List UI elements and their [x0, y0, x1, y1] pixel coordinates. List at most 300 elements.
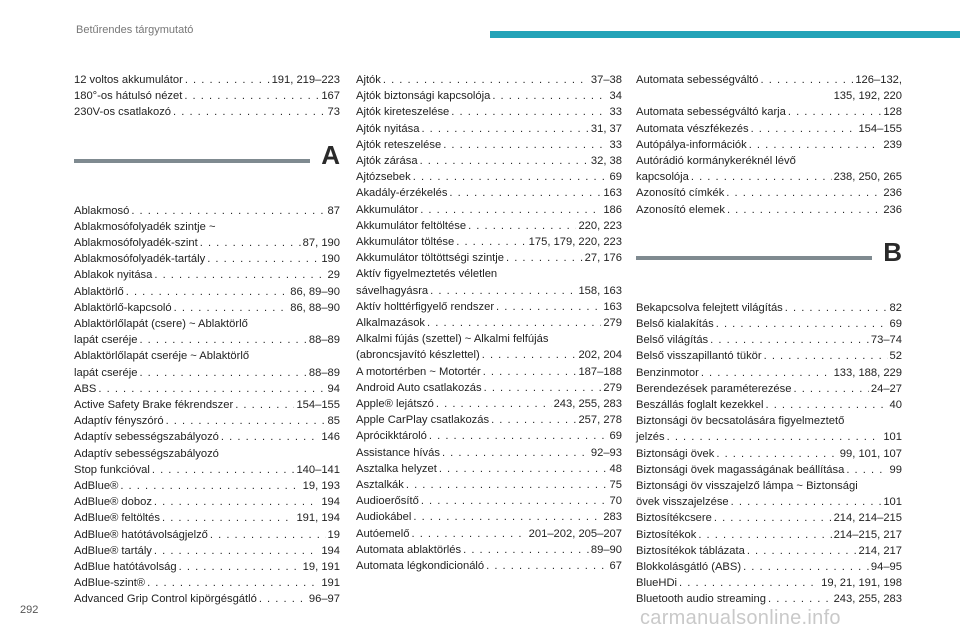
dot-leader: [184, 88, 319, 104]
index-entry: [636, 527, 902, 543]
dot-leader: [701, 365, 832, 381]
dot-leader: [139, 365, 306, 381]
entry-label: Azonosító címkék: [636, 187, 725, 200]
index-entry: [74, 332, 340, 348]
index-entry: [356, 137, 622, 153]
entry-label: Belső világítás: [636, 334, 709, 347]
dot-leader: [166, 413, 326, 429]
entry-label: Beszállás foglalt kezekkel: [636, 399, 764, 412]
section-letter: A: [321, 139, 340, 170]
index-entry: [356, 153, 622, 169]
entry-pages: 94–95: [870, 561, 902, 574]
dot-leader: [154, 267, 325, 283]
entry-pages: 24–27: [870, 382, 902, 395]
entry-label: Bekapcsolva felejtett világítás: [636, 301, 783, 314]
entry-label: AdBlue® tartály: [74, 544, 152, 557]
entry-pages: 238, 250, 265: [833, 171, 902, 184]
dot-leader: [259, 591, 307, 607]
index-entry: [74, 575, 340, 591]
entry-label: Ajtók kireteszelése: [356, 106, 450, 119]
entry-label: Akkumulátor feltöltése: [356, 219, 467, 232]
entry-pages: 163: [603, 300, 622, 313]
index-group-b: [636, 300, 902, 608]
entry-pages: 194: [321, 496, 340, 509]
dot-leader: [420, 153, 589, 169]
index-entry: [636, 494, 902, 510]
entry-pages: 128: [883, 106, 902, 119]
page-header-title: Betűrendes tárgymutató: [76, 24, 194, 36]
entry-label: Ajtózsebek: [356, 171, 411, 184]
entry-pages: 158, 163: [578, 284, 622, 297]
entry-label: AdBlue® doboz: [74, 496, 152, 509]
dot-leader: [200, 235, 301, 251]
index-entry: [636, 121, 902, 137]
dot-leader: [430, 283, 576, 299]
entry-pages: 283: [603, 511, 622, 524]
entry-label: Belső visszapillantó tükör: [636, 350, 762, 363]
entry-pages: 99, 101, 107: [839, 447, 902, 460]
index-entry: [74, 104, 340, 120]
entry-label: Benzinmotor: [636, 366, 699, 379]
dot-leader: [463, 542, 589, 558]
index-entry: [636, 300, 902, 316]
index-entry: [636, 543, 902, 559]
entry-label: Berendezések paraméterezése: [636, 382, 792, 395]
dot-leader: [482, 347, 577, 363]
entry-pages: 92–93: [590, 446, 622, 459]
entry-pages: 154–155: [858, 122, 902, 135]
entry-label: Apple® lejátszó: [356, 398, 434, 411]
entry-label: Android Auto csatlakozás: [356, 381, 482, 394]
dot-leader: [691, 169, 832, 185]
entry-label: lapát cseréje: [74, 366, 138, 379]
dot-leader: [139, 332, 306, 348]
entry-label: Audiokábel: [356, 511, 412, 524]
entry-label: Assistance hívás: [356, 446, 440, 459]
dot-leader: [486, 558, 607, 574]
section-rule: [636, 256, 872, 260]
entry-label: Automata sebességváltó: [636, 74, 759, 86]
entry-pages: 163: [603, 187, 622, 200]
dot-leader: [383, 72, 589, 88]
section-divider-b: [636, 236, 902, 292]
entry-label: AdBlue hatótávolság: [74, 561, 177, 574]
index-entry: [636, 332, 902, 348]
dot-leader: [173, 104, 326, 120]
entry-label: AdBlue-szint®: [74, 577, 146, 590]
index-entry: [636, 559, 902, 575]
index-entry: [74, 527, 340, 543]
index-entry: [356, 477, 622, 493]
index-entry: [356, 299, 622, 315]
dot-leader: [667, 429, 882, 445]
watermark: carmanualsonline.info: [640, 607, 841, 629]
entry-pages: 257, 278: [578, 414, 622, 427]
entry-label: Autópálya-információk: [636, 138, 747, 151]
index-entry-line: Ablaktörlőlapát (csere) ~ Ablaktörlő: [74, 318, 248, 331]
entry-pages: 82: [889, 301, 902, 314]
dot-leader: [714, 510, 832, 526]
entry-pages: 186: [603, 203, 622, 216]
index-group-a-continued: [356, 72, 622, 574]
index-entry: [636, 575, 902, 591]
entry-label: Ablakmosófolyadék-tartály: [74, 253, 206, 266]
entry-pages: 87: [327, 204, 340, 217]
index-entry: [74, 365, 340, 381]
entry-pages: 236: [883, 203, 902, 216]
entry-label: AdBlue®: [74, 480, 119, 493]
dot-leader: [761, 72, 854, 88]
dot-leader: [785, 300, 888, 316]
entry-pages: 48: [609, 462, 622, 475]
dot-leader: [152, 462, 295, 478]
entry-label: Advanced Grip Control kipörgésgátló: [74, 593, 257, 606]
index-entry: [636, 72, 902, 88]
index-entry: [356, 88, 622, 104]
entry-pages: 201–202, 205–207: [528, 527, 622, 540]
section-divider-a: [74, 139, 340, 195]
entry-label: Stop funkcióval: [74, 463, 150, 476]
dot-leader: [716, 316, 888, 332]
index-entry: [356, 428, 622, 444]
entry-label: Autóemelő: [356, 527, 410, 540]
entry-pages: 191, 219–223: [271, 74, 340, 86]
entry-pages: 34: [609, 90, 622, 103]
index-entry: [356, 509, 622, 525]
dot-leader: [765, 397, 887, 413]
entry-label: Apple CarPlay csatlakozás: [356, 414, 490, 427]
dot-leader: [120, 478, 300, 494]
entry-label: Ablakok nyitása: [74, 269, 153, 282]
index-entry: [356, 542, 622, 558]
entry-label: Ajtók reteszelése: [356, 138, 442, 151]
dot-leader: [174, 300, 289, 316]
dot-leader: [679, 575, 819, 591]
index-entry: [74, 494, 340, 510]
dot-leader: [147, 575, 319, 591]
entry-pages: 140–141: [296, 463, 340, 476]
index-entry-line: Aktív figyelmeztetés véletlen: [356, 268, 498, 281]
header-accent-bar: [490, 31, 960, 38]
entry-label: Bluetooth audio streaming: [636, 593, 766, 606]
entry-pages: 101: [883, 496, 902, 509]
dot-leader: [154, 494, 319, 510]
dot-leader: [764, 348, 888, 364]
dot-leader: [439, 461, 608, 477]
index-entry: [356, 364, 622, 380]
dot-leader: [154, 543, 319, 559]
index-entry: [74, 510, 340, 526]
dot-leader: [421, 493, 608, 509]
entry-label: Akkumulátor töltése: [356, 236, 455, 249]
index-entry-line: Adaptív sebességszabályozó: [74, 447, 219, 460]
index-entry: [74, 429, 340, 445]
entry-pages: 167: [321, 90, 340, 103]
index-entry: [636, 104, 902, 120]
entry-pages: 19, 193: [302, 480, 340, 493]
index-entry: [356, 250, 622, 266]
entry-pages: 19: [327, 528, 340, 541]
entry-pages: 279: [603, 317, 622, 330]
dot-leader: [412, 526, 527, 542]
dot-leader: [726, 185, 881, 201]
entry-label: Ablakmosó: [74, 204, 130, 217]
section-letter: B: [883, 236, 902, 267]
entry-pages: 88–89: [308, 366, 340, 379]
entry-label: (abroncsjavító készlettel): [356, 349, 480, 362]
index-entry: [636, 429, 902, 445]
index-entry: [356, 445, 622, 461]
index-entry: [636, 397, 902, 413]
entry-label: Akkumulátor töltöttségi szintje: [356, 252, 504, 265]
index-group-a-end: [636, 72, 902, 218]
entry-pages: 73–74: [870, 334, 902, 347]
index-column-2: [356, 72, 622, 574]
index-entry: [356, 526, 622, 542]
entry-pages: 202, 204: [578, 349, 622, 362]
index-entry: [636, 446, 902, 462]
dot-leader: [442, 445, 589, 461]
dot-leader: [427, 315, 601, 331]
dot-leader: [492, 88, 607, 104]
entry-pages: 37–38: [590, 74, 622, 86]
index-entry: [74, 462, 340, 478]
entry-pages: 126–132,: [855, 74, 902, 86]
index-entry: [74, 413, 340, 429]
entry-label: BlueHDi: [636, 577, 678, 590]
index-entry: [356, 493, 622, 509]
index-entry: [356, 169, 622, 185]
entry-pages: 69: [609, 430, 622, 443]
index-group-a: [74, 203, 340, 608]
entry-pages: 96–97: [308, 593, 340, 606]
entry-label: Ablaktörlő: [74, 285, 124, 298]
entry-label: Automata légkondicionáló: [356, 560, 485, 573]
entry-label: kapcsolója: [636, 171, 689, 184]
section-rule: [74, 159, 310, 163]
dot-leader: [98, 381, 325, 397]
entry-pages: 146: [321, 431, 340, 444]
entry-label: Akkumulátor: [356, 203, 419, 216]
index-entry: [356, 412, 622, 428]
entry-label: Adaptív fényszóró: [74, 415, 164, 428]
index-entry: [74, 88, 340, 104]
entry-pages: 69: [889, 318, 902, 331]
entry-pages: 86, 89–90: [290, 285, 340, 298]
index-entry: [636, 591, 902, 607]
entry-pages: 220, 223: [578, 219, 622, 232]
entry-label: Ablakmosófolyadék-szint: [74, 237, 198, 250]
entry-label: Biztosítékok: [636, 528, 697, 541]
index-column-1: [74, 72, 340, 608]
dot-leader: [429, 428, 608, 444]
entry-pages: 133, 188, 229: [833, 366, 902, 379]
entry-label: Akadály-érzékelés: [356, 187, 448, 200]
entry-pages: 243, 255, 283: [553, 398, 622, 411]
entry-pages: 279: [603, 381, 622, 394]
entry-pages: 154–155: [296, 399, 340, 412]
entry-pages: 52: [889, 350, 902, 363]
entry-pages: 19, 21, 191, 198: [821, 577, 902, 590]
entry-label: Automata sebességváltó karja: [636, 106, 786, 119]
dot-leader: [710, 332, 869, 348]
entry-label: Belső kialakítás: [636, 318, 714, 331]
entry-pages: 239: [883, 138, 902, 151]
index-entry: [636, 202, 902, 218]
entry-pages: 214, 217: [858, 544, 902, 557]
dot-leader: [421, 121, 588, 137]
entry-label: Ajtók nyitása: [356, 122, 420, 135]
entry-label: Automata vészfékezés: [636, 122, 749, 135]
dot-leader: [491, 412, 576, 428]
index-entry: [356, 283, 622, 299]
dot-leader: [456, 234, 526, 250]
index-entry: [636, 381, 902, 397]
entry-pages: 29: [327, 269, 340, 282]
dot-leader: [484, 380, 602, 396]
entry-pages: 88–89: [308, 334, 340, 347]
dot-leader: [221, 429, 319, 445]
entry-label: sávelhagyásra: [356, 284, 429, 297]
entry-label: 180°-os hátulsó nézet: [74, 90, 183, 103]
dot-leader: [207, 251, 319, 267]
entry-pages: 33: [609, 138, 622, 151]
entry-pages: 191, 194: [296, 512, 340, 525]
index-entry: [636, 510, 902, 526]
dot-leader: [751, 121, 857, 137]
entry-pages: 191: [321, 577, 340, 590]
entry-pages: 194: [321, 544, 340, 557]
dot-leader: [727, 202, 881, 218]
dot-leader: [747, 543, 857, 559]
index-entry: [356, 347, 622, 363]
index-entry: [356, 202, 622, 218]
index-entry: [74, 559, 340, 575]
index-entry-line: Autórádió kormánykeréknél lévő: [636, 155, 796, 168]
dot-leader: [451, 104, 607, 120]
entry-label: Biztonsági övek magasságának beállítása: [636, 463, 845, 476]
entry-label: Automata ablaktörlés: [356, 543, 462, 556]
dot-leader: [468, 218, 576, 234]
index-entry: [74, 300, 340, 316]
dot-leader: [406, 477, 608, 493]
dot-leader: [716, 446, 837, 462]
index-entry: [74, 591, 340, 607]
entry-label: Ajtók biztonsági kapcsolója: [356, 90, 491, 103]
entry-pages: 243, 255, 283: [833, 593, 902, 606]
index-entry: [356, 380, 622, 396]
index-entry: [74, 543, 340, 559]
entry-label: Active Safety Brake fékrendszer: [74, 399, 234, 412]
index-entry: [356, 104, 622, 120]
index-entry: [356, 72, 622, 88]
entry-pages: 175, 179, 220, 223: [528, 236, 622, 249]
entry-label: Blokkolásgátló (ABS): [636, 561, 742, 574]
dot-leader: [185, 72, 270, 88]
entry-pages: 99: [889, 463, 902, 476]
entry-pages: 31, 37: [590, 122, 622, 135]
dot-leader: [449, 185, 601, 201]
page-number: 292: [20, 604, 39, 616]
index-column-3: [636, 72, 902, 608]
entry-pages: 94: [327, 382, 340, 395]
entry-label: Asztalkák: [356, 479, 404, 492]
entry-pages: 214, 214–215: [833, 512, 902, 525]
dot-leader: [793, 381, 868, 397]
entry-pages-continued: 135, 192, 220: [833, 90, 902, 103]
index-entry: [74, 203, 340, 219]
index-entry: [74, 72, 340, 88]
dot-leader: [768, 591, 832, 607]
entry-label: Biztosítékcsere: [636, 512, 712, 525]
dot-leader: [235, 397, 294, 413]
index-entry: [636, 316, 902, 332]
entry-label: Asztalka helyzet: [356, 462, 437, 475]
entry-pages: 69: [609, 171, 622, 184]
entry-pages: 40: [889, 399, 902, 412]
entry-label: Biztosítékok táblázata: [636, 544, 745, 557]
entry-pages: 67: [609, 560, 622, 573]
entry-label: Adaptív sebességszabályozó: [74, 431, 219, 444]
entry-pages: 236: [883, 187, 902, 200]
dot-leader: [131, 203, 325, 219]
index-entry: [636, 462, 902, 478]
index-entry: [356, 461, 622, 477]
entry-label: 230V-os csatlakozó: [74, 106, 172, 119]
dot-leader: [743, 559, 869, 575]
index-entry: [636, 185, 902, 201]
entry-pages: 190: [321, 253, 340, 266]
entry-label: Ablaktörlő-kapcsoló: [74, 301, 172, 314]
entry-label: Biztonsági övek: [636, 447, 715, 460]
entry-label: övek visszajelzése: [636, 496, 729, 509]
entry-pages: 27, 176: [584, 252, 622, 265]
index-entry: [636, 348, 902, 364]
entry-label: Audioerősítő: [356, 495, 419, 508]
dot-leader: [846, 462, 887, 478]
entry-pages: 73: [327, 106, 340, 119]
entry-label: Ajtók: [356, 74, 381, 86]
dot-leader: [162, 510, 294, 526]
index-entry-line: Ablakmosófolyadék szintje ~: [74, 220, 216, 233]
entry-pages: 70: [609, 495, 622, 508]
index-entry: [356, 218, 622, 234]
dot-leader: [496, 299, 601, 315]
entry-label: Aprócikktároló: [356, 430, 427, 443]
entry-label: Ajtók zárása: [356, 155, 418, 168]
entry-label: jelzés: [636, 431, 665, 444]
entry-label: Alkalmazások: [356, 317, 426, 330]
entry-label: Aktív holttérfigyelő rendszer: [356, 300, 495, 313]
entry-label: Azonosító elemek: [636, 203, 725, 216]
index-entry: [356, 121, 622, 137]
index-entry: [74, 284, 340, 300]
dot-leader: [698, 527, 831, 543]
index-entry: [356, 234, 622, 250]
index-entry: [74, 267, 340, 283]
index-entry: [74, 478, 340, 494]
entry-pages: 214–215, 217: [833, 528, 902, 541]
entry-label: lapát cseréje: [74, 334, 138, 347]
dot-leader: [413, 169, 608, 185]
dot-leader: [126, 284, 288, 300]
index-entry: [74, 235, 340, 251]
index-entry: [636, 137, 902, 153]
entry-pages: 85: [327, 415, 340, 428]
entry-label: AdBlue® feltöltés: [74, 512, 160, 525]
entry-pages: 33: [609, 106, 622, 119]
index-group-top: [74, 72, 340, 121]
